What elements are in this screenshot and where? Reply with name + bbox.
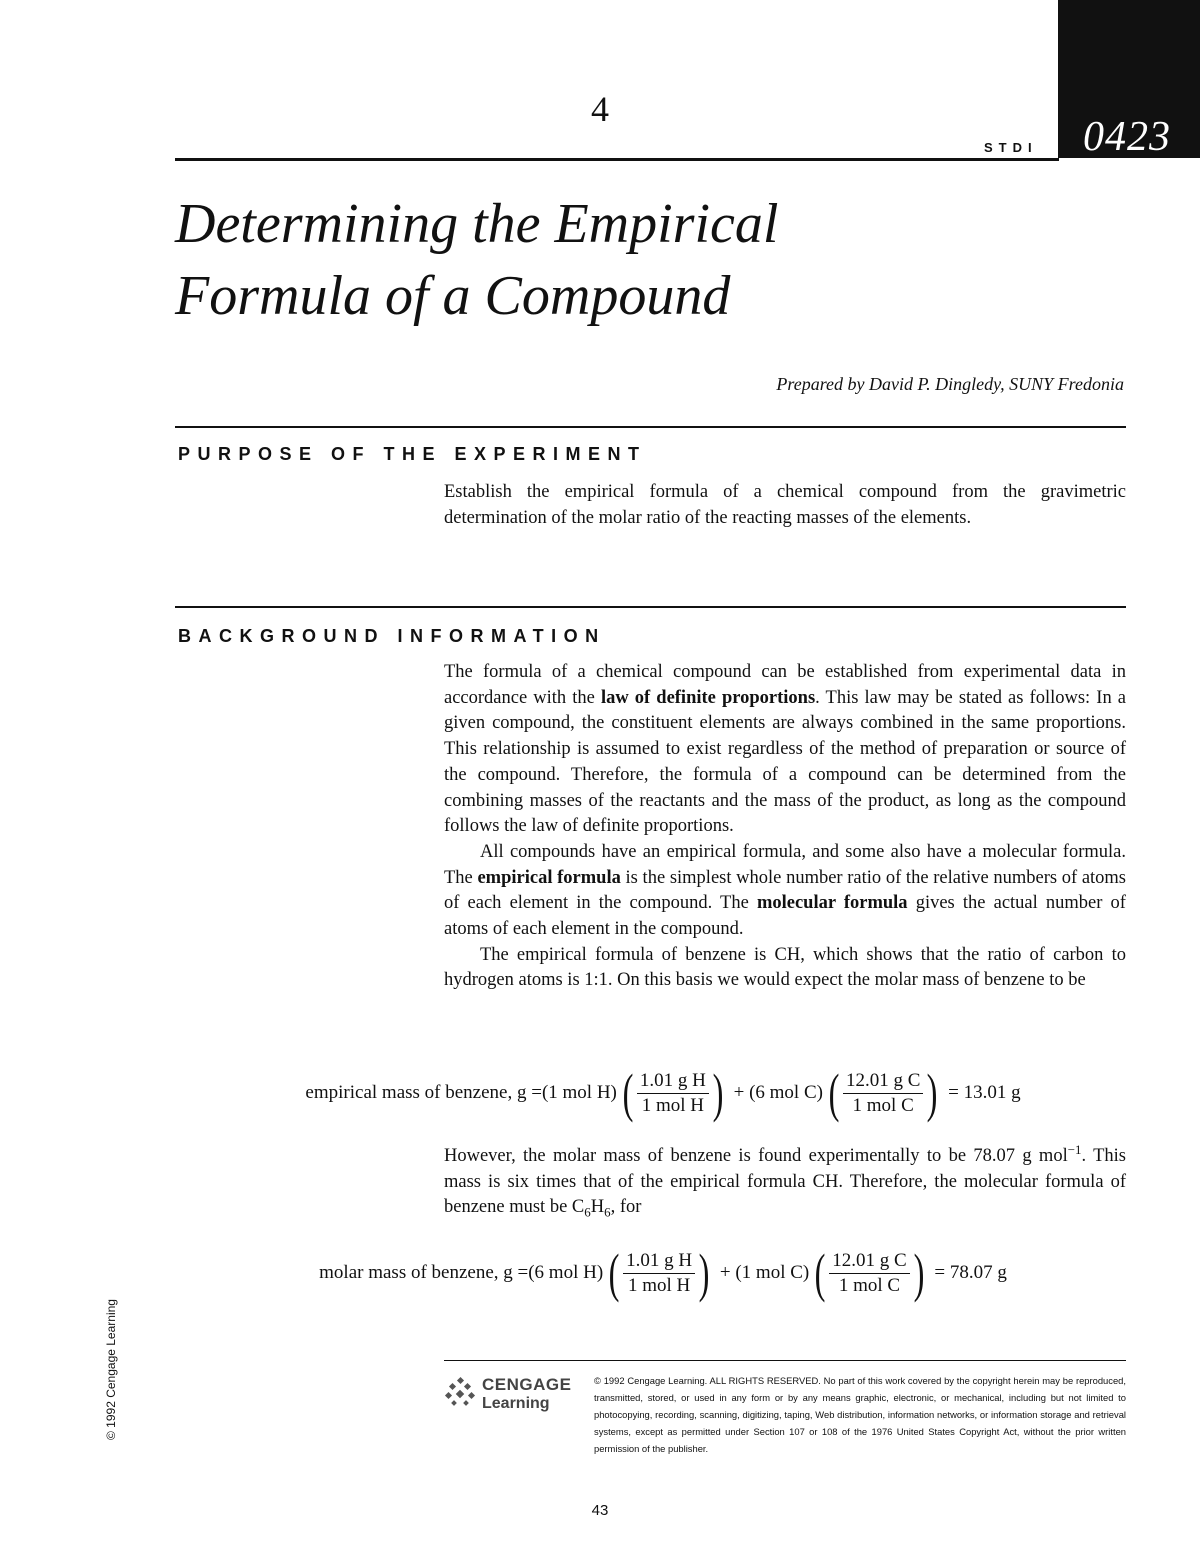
fraction-denominator: 1 mol C	[838, 1274, 901, 1296]
fraction-numerator: 12.01 g C	[843, 1070, 923, 1094]
fraction-denominator: 1 mol H	[628, 1274, 691, 1296]
equation-result: = 13.01 g	[943, 1082, 1021, 1103]
title-line-1: Determining the Empirical	[175, 193, 779, 255]
page-number: 43	[591, 1502, 609, 1519]
fraction-numerator: 1.01 g H	[623, 1250, 695, 1274]
equation-term: (1 mol H)	[541, 1082, 617, 1103]
equation-term: (6 mol C)	[749, 1082, 823, 1103]
fraction: ( $\frac{\text{1.01 g H}}{\text{1 mol H}}$ )	[608, 1243, 710, 1303]
equation-plus: +	[728, 1082, 750, 1103]
logo-wordmark	[482, 1375, 571, 1413]
background-paragraph-1: The formula of a chemical compound can be established from experimental data in accordance with the law of definite proportions. This law may be stated as follows: In a given compound, the constituent elements are always combined in the same proportions. This relationship is assumed to exist regardless of the method of preparation or source of the compound. Therefore, the formula of a compound can be determined from the combining masses of the reactants and the mass of the product, as long as the compound follows the law of definite proportions.	[444, 662, 1126, 837]
module-code: 0423	[1083, 114, 1171, 160]
equation-term: (6 mol H)	[528, 1262, 604, 1283]
term-empirical-formula: empirical formula	[477, 867, 621, 888]
background-paragraph-3: The empirical formula of benzene is CH, which shows that the ratio of carbon to hydrogen atoms is 1:1. On this basis we would expect the molar mass of benzene to be	[444, 944, 1126, 991]
background-paragraph-2: All compounds have an empirical formula, and some also have a molecular formula. The empirical formula is the simplest whole number ratio of the relative numbers of atoms of each element in the compound. The molecular formula gives the actual number of atoms of each element in the compound.	[444, 841, 1127, 940]
purpose-heading: PURPOSE OF THE EXPERIMENT	[178, 444, 647, 464]
fraction: ( $\frac{\text{12.01 g C}}{\text{1 mol C}}$ )	[828, 1063, 938, 1123]
copyright-notice: © 1992 Cengage Learning. ALL RIGHTS RESERVED. No part of this work covered by the copyright herein may be reproduced, transmitted, stored, or used in any form or by any means graphic, electronic, or mechanical, including but not limited to photocopying, recording, scanning, digitizing, taping, Web distribution, information networks, or information storage and retrieval systems, except as permitted under Section 107 or 108 of the 1976 United States Copyright Act, without the prior written permission of the publisher.	[594, 1375, 1126, 1454]
section-rule	[175, 606, 1126, 608]
fraction-denominator: 1 mol H	[641, 1094, 704, 1116]
chapter-number: 4	[591, 89, 609, 129]
section-rule	[175, 426, 1126, 428]
term-molecular-formula: molecular formula	[756, 893, 908, 914]
footer-rule	[444, 1360, 1126, 1361]
author-credit: Prepared by David P. Dingledy, SUNY Fredonia	[776, 374, 1124, 394]
purpose-paragraph: Establish the empirical formula of a chemical compound from the gravimetric determination of the molar ratio of the reacting masses of the elements.	[444, 482, 1126, 528]
title-line-2: Formula of a Compound	[175, 265, 731, 327]
background-text	[444, 660, 1126, 994]
background-text-continued	[444, 1141, 1126, 1221]
equation-plus: +	[715, 1262, 736, 1283]
background-paragraph-4: However, the molar mass of benzene is found experimentally to be 78.07 g mol$^{-1}$. This mass is six times that of the empirical formula CH. Therefore, the molecular formula of benzene must be $C_6H_6$, for	[444, 1141, 1126, 1221]
equation-lhs: molar mass of benzene, g =	[319, 1262, 529, 1283]
header-rule	[175, 158, 1059, 161]
background-heading: BACKGROUND INFORMATION	[178, 626, 606, 646]
fraction: ( $\frac{\text{1.01 g H}}{\text{1 mol H}}$ )	[622, 1063, 724, 1123]
equation-molar-mass	[200, 1238, 1126, 1308]
purpose-text	[444, 480, 1126, 531]
page-title	[175, 188, 975, 332]
equation-empirical-mass	[200, 1058, 1126, 1128]
cengage-logo-icon	[444, 1376, 476, 1412]
logo-word-cengage: CENGAGE	[482, 1375, 572, 1394]
fraction-numerator: 12.01 g C	[829, 1250, 909, 1274]
publisher-logo	[444, 1372, 584, 1416]
fraction-numerator: 1.01 g H	[637, 1070, 709, 1094]
fraction: ( $\frac{\text{12.01 g C}}{\text{1 mol C}}$ )	[814, 1243, 925, 1303]
logo-word-learning: Learning	[482, 1395, 550, 1412]
term-law-of-definite-proportions: law of definite proportions	[600, 687, 816, 708]
equation-term: (1 mol C)	[735, 1262, 810, 1283]
fraction-denominator: 1 mol C	[852, 1094, 914, 1116]
equation-result: = 78.07 g	[929, 1262, 1007, 1283]
side-copyright-credit: © 1992 Cengage Learning	[104, 1299, 118, 1440]
series-label: STDI	[984, 140, 1038, 155]
equation-lhs: empirical mass of benzene, g =	[305, 1082, 542, 1103]
